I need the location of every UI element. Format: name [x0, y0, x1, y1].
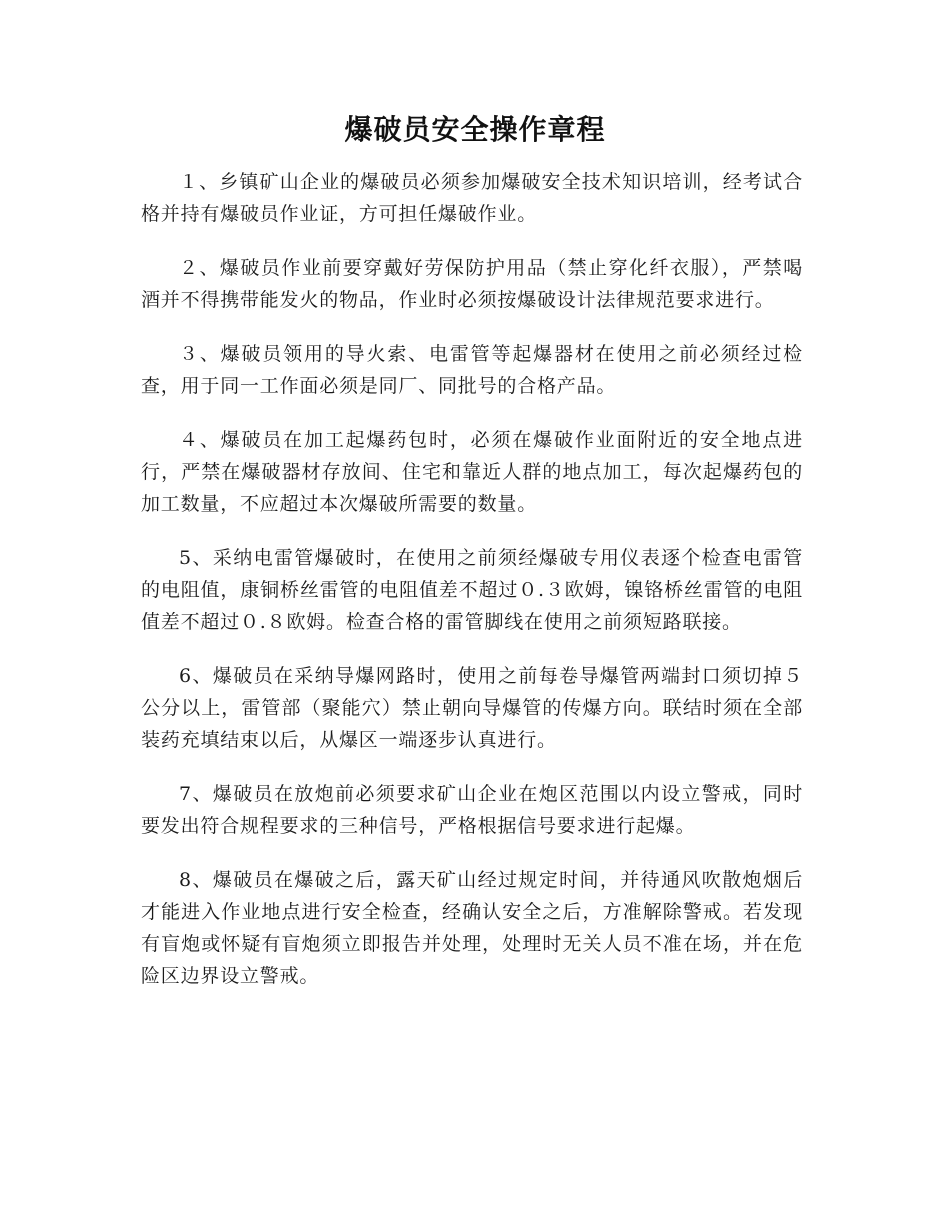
paragraph-1: １、乡镇矿山企业的爆破员必须参加爆破安全技术知识培训，经考试合格并持有爆破员作业证，方可担任爆破作业。 — [141, 171, 803, 225]
paragraph-2: ２、爆破员作业前要穿戴好劳保防护用品（禁止穿化纤衣服），严禁喝酒并不得携带能发火的物品，作业时必须按爆破设计法律规范要求进行。 — [141, 257, 803, 311]
paragraph-4: ４、爆破员在加工起爆药包时，必须在爆破作业面附近的安全地点进行，严禁在爆破器材存放间、住宅和靠近人群的地点加工，每次起爆药包的加工数量，不应超过本次爆破所需要的数量。 — [141, 429, 803, 515]
paragraph-6: 6、爆破员在采纳导爆网路时，使用之前每卷导爆管两端封口须切掉５公分以上，雷管部（聚能穴）禁止朝向导爆管的传爆方向。联结时须在全部装药充填结束以后，从爆区一端逐步认真进行。 — [141, 665, 803, 751]
document-body — [141, 166, 803, 1014]
paragraph-3: ３、爆破员领用的导火索、电雷管等起爆器材在使用之前必须经过检查，用于同一工作面必须是同厂、同批号的合格产品。 — [141, 343, 803, 397]
paragraph-8: 8、爆破员在爆破之后，露天矿山经过规定时间，并待通风吹散炮烟后才能进入作业地点进行安全检查，经确认安全之后，方准解除警戒。若发现有盲炮或怀疑有盲炮须立即报告并处理，处理时无关人员不准在场，并在危险区边界设立警戒。 — [141, 869, 803, 987]
paragraph-5: 5、采纳电雷管爆破时，在使用之前须经爆破专用仪表逐个检查电雷管的电阻值，康铜桥丝雷管的电阻值差不超过０.３欧姆，镍铬桥丝雷管的电阻值差不超过０.８欧姆。检查合格的雷管脚线在使用之前须短路联接。 — [141, 547, 803, 633]
paragraph-7: 7、爆破员在放炮前必须要求矿山企业在炮区范围以内设立警戒，同时要发出符合规程要求的三种信号，严格根据信号要求进行起爆。 — [141, 783, 803, 837]
document-title: 爆破员安全操作章程 — [344, 113, 606, 146]
